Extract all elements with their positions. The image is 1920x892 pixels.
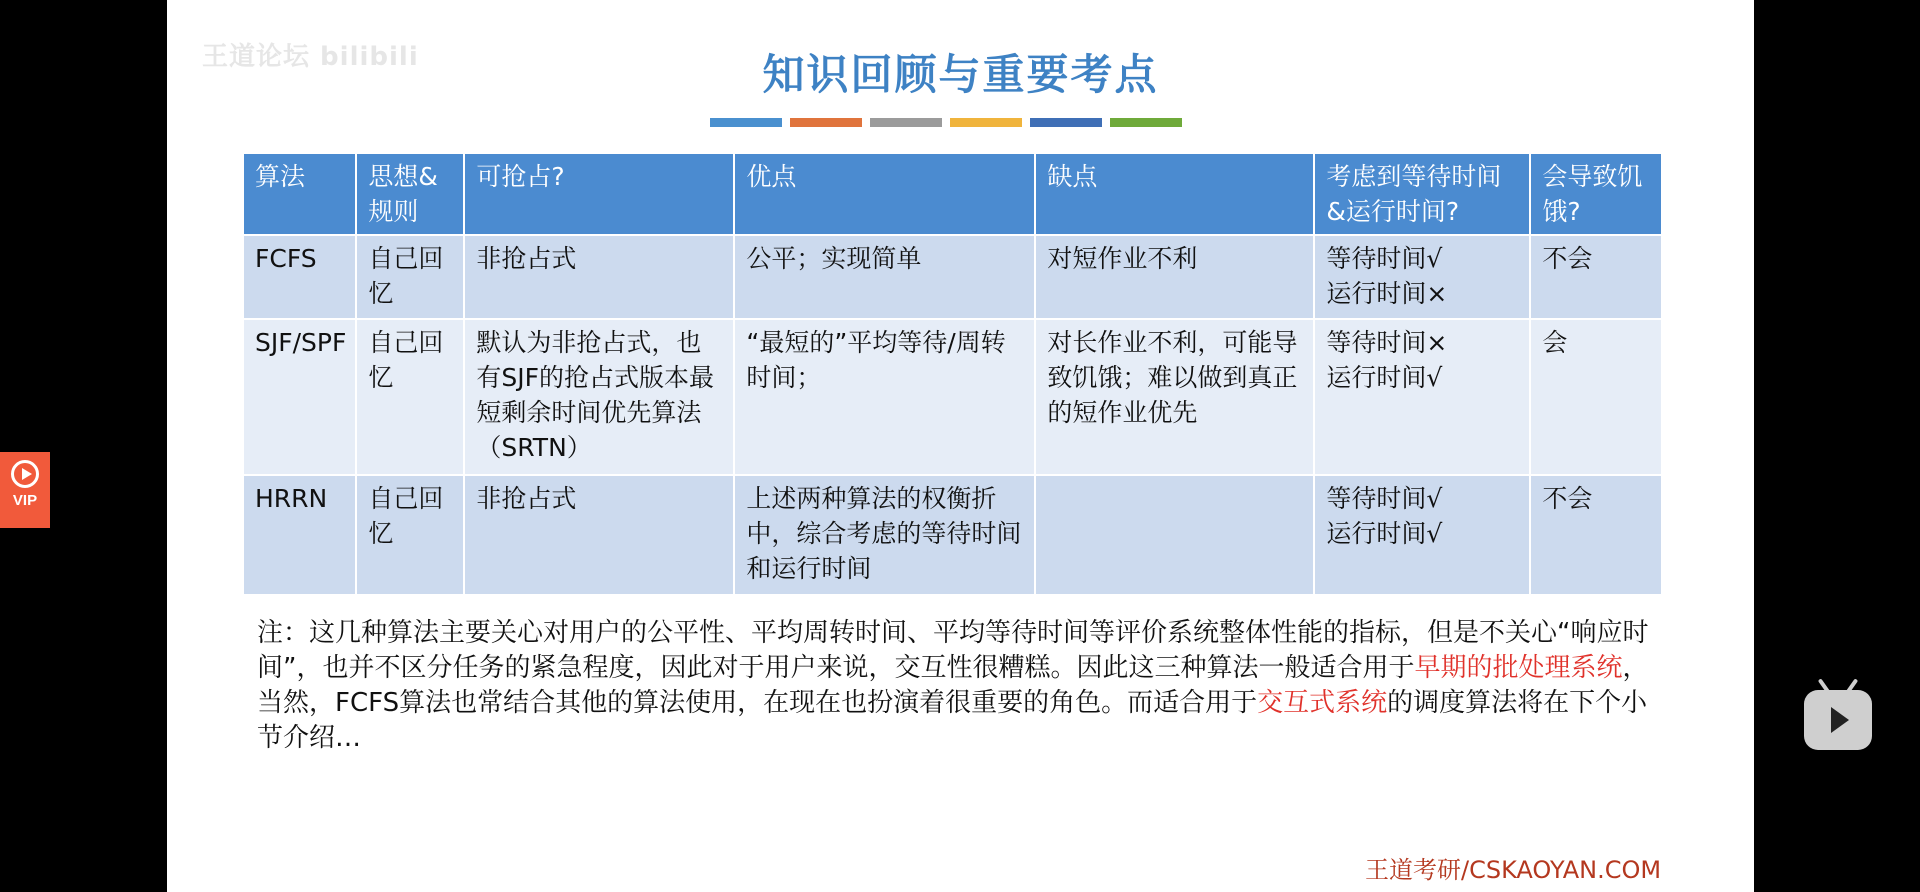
accent-bar — [710, 118, 782, 127]
play-icon — [1831, 707, 1849, 733]
table-row — [243, 319, 1662, 475]
tv-antenna-left — [1818, 678, 1830, 693]
accent-bar — [950, 118, 1022, 127]
cell-cons: 对短作业不利 — [1035, 235, 1314, 319]
vip-label: VIP — [12, 492, 38, 509]
note-text: 的调度算法将在下个小节介绍… — [257, 688, 1648, 753]
note-paragraph — [257, 616, 1657, 756]
cell-starvation: 不会 — [1530, 475, 1662, 595]
header-preemptive: 可抢占? — [464, 153, 734, 235]
header-pros: 优点 — [734, 153, 1035, 235]
watermark: 王道论坛 bilibili — [202, 42, 419, 72]
cell-rule: 自己回忆 — [356, 235, 464, 319]
cell-rule: 自己回忆 — [356, 475, 464, 595]
footer-brand: 王道考研/CSKAOYAN.COM — [1365, 856, 1662, 884]
play-circle-icon — [11, 460, 39, 488]
tv-play-icon[interactable] — [1804, 690, 1872, 750]
cell-algorithm: SJF/SPF — [243, 319, 356, 475]
table-row — [243, 235, 1662, 319]
cell-preemptive: 默认为非抢占式，也有SJF的抢占式版本最短剩余时间优先算法（SRTN） — [464, 319, 734, 475]
accent-bar — [790, 118, 862, 127]
cell-cons: 对长作业不利，可能导致饥饿；难以做到真正的短作业优先 — [1035, 319, 1314, 475]
header-algorithm: 算法 — [243, 153, 356, 235]
table-row — [243, 475, 1662, 595]
cell-algorithm: FCFS — [243, 235, 356, 319]
cell-pros: “最短的”平均等待/周转时间； — [734, 319, 1035, 475]
note-text: ，当然，FCFS算法也常结合其他的算法使用，在现在也扮演着很重要的角色。而适合用于 — [257, 653, 1649, 718]
cell-preemptive: 非抢占式 — [464, 235, 734, 319]
cell-wait-run: 等待时间× 运行时间√ — [1314, 319, 1530, 475]
cell-pros: 公平；实现简单 — [734, 235, 1035, 319]
slide-title: 知识回顾与重要考点 — [762, 50, 1159, 99]
accent-bar — [870, 118, 942, 127]
note-text: 注：这几种算法主要关心对用户的公平性、平均周转时间、平均等待时间等评价系统整体性能的指标，但是不关心“响应时间”，也并不区分任务的紧急程度，因此对于用户来说，交互性很糟糕。因此这三种算法一般适合用于 — [257, 618, 1649, 683]
note-highlight-interactive: 交互式系统 — [1257, 688, 1388, 718]
cell-wait-run: 等待时间√ 运行时间× — [1314, 235, 1530, 319]
note-highlight-batch: 早期的批处理系统 — [1414, 653, 1623, 683]
cell-preemptive: 非抢占式 — [464, 475, 734, 595]
cell-rule: 自己回忆 — [356, 319, 464, 475]
tv-antenna-right — [1846, 678, 1858, 693]
slide — [167, 0, 1754, 892]
header-cons: 缺点 — [1035, 153, 1314, 235]
vip-badge[interactable] — [0, 452, 50, 528]
algorithm-table — [242, 152, 1663, 596]
cell-cons — [1035, 475, 1314, 595]
accent-bar — [1030, 118, 1102, 127]
header-rule: 思想&规则 — [356, 153, 464, 235]
accent-bars — [710, 118, 1182, 127]
cell-wait-run: 等待时间√ 运行时间√ — [1314, 475, 1530, 595]
cell-starvation: 不会 — [1530, 235, 1662, 319]
table-header-row — [243, 153, 1662, 235]
header-starvation: 会导致饥饿? — [1530, 153, 1662, 235]
accent-bar — [1110, 118, 1182, 127]
header-wait-run: 考虑到等待时间&运行时间? — [1314, 153, 1530, 235]
cell-starvation: 会 — [1530, 319, 1662, 475]
cell-pros: 上述两种算法的权衡折中，综合考虑的等待时间和运行时间 — [734, 475, 1035, 595]
cell-algorithm: HRRN — [243, 475, 356, 595]
